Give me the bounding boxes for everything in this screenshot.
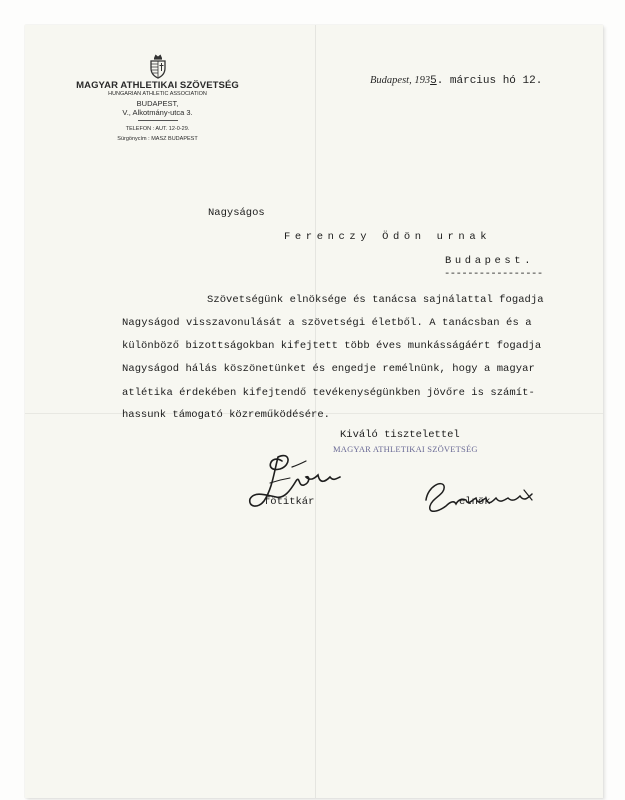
letterhead-telegram: Sürgönycím : MASZ BUDAPEST	[117, 136, 198, 142]
president-signature	[420, 470, 550, 520]
recipient-city: Budapest.	[445, 255, 535, 267]
association-english-name: HUNGARIAN ATHLETIC ASSOCIATION	[108, 91, 207, 97]
body-line-3: különböző bizottságokban kifejtett több éves munkásságáért fogadja	[122, 340, 542, 352]
body-line-1: Szövetségünk elnöksége és tanácsa sajnálattal fogadja	[207, 294, 544, 306]
letterhead-city: BUDAPEST,	[136, 99, 179, 108]
body-line-5: atlétika érdekében kifejtendő tevékenységünkben jövőre is számít-	[122, 387, 535, 399]
recipient-salutation: Nagyságos	[208, 207, 265, 219]
body-line-2: Nagyságod visszavonulását a szövetségi életből. A tanácsban és a	[122, 317, 532, 329]
body-line-6: hassunk támogató közreműködésére.	[122, 409, 330, 421]
date-rest: . március hó 12.	[436, 75, 543, 87]
recipient-name: Ferenczy Ödön urnak	[284, 231, 492, 243]
president-title: elnök	[459, 496, 491, 508]
association-name: MAGYAR ATHLETIKAI SZÖVETSÉG	[76, 80, 239, 91]
date-line	[370, 75, 542, 87]
date-year-digit: 5	[430, 75, 437, 87]
letter-paper	[25, 25, 603, 798]
letterhead-divider	[138, 120, 178, 121]
letterhead-telephone: TELEFON : AUT. 12-0-29.	[125, 126, 190, 132]
letterhead-street: V., Alkotmány-utca 3.	[122, 108, 193, 117]
coat-of-arms-icon	[148, 53, 168, 79]
closing-line: Kiváló tisztelettel	[340, 429, 460, 441]
body-line-4: Nagyságod hálás köszönetünket és engedje remélnünk, hogy a magyar	[122, 363, 535, 375]
recipient-underline: -----------------	[444, 268, 543, 280]
secretary-title: főtitkár	[264, 496, 315, 508]
date-prefix: Budapest, 193	[370, 75, 431, 86]
letterhead	[65, 53, 250, 144]
association-stamp: MAGYAR ATHLETIKAI SZÖVETSÉG	[333, 444, 478, 454]
